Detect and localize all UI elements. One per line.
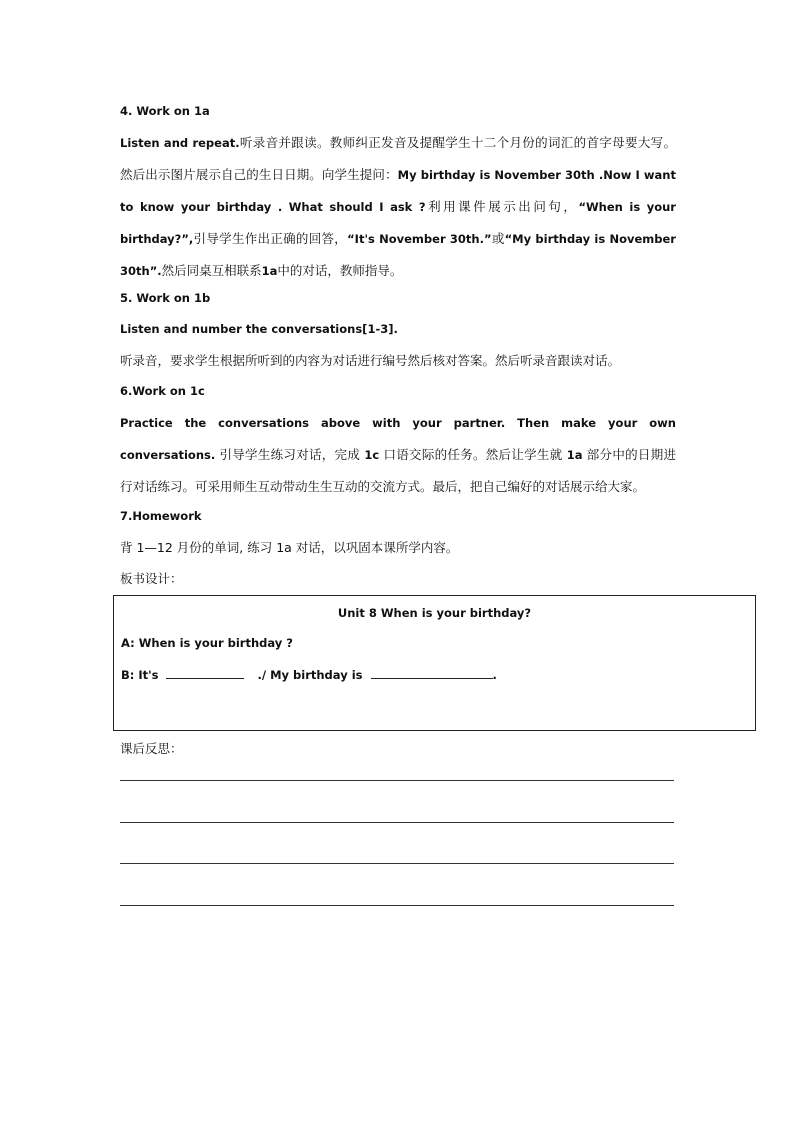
board-line-a: A: When is your birthday ? [121,636,293,650]
section-6-heading: 6.Work on 1c [120,384,205,398]
board-line-b-prefix: B: It's [121,668,159,682]
section-7-heading: 7.Homework [120,509,202,523]
reflection-line-4 [120,905,674,906]
section-5-chinese: 听录音，要求学生根据所听到的内容为对话进行编号然后核对答案。然后听录音跟读对话。 [120,353,621,368]
section-4-body: Listen and repeat.听录音并跟读。教师纠正发音及提醒学生十二个月份的词汇的首字母要大写。然后出示图片展示自己的生日日期。向学生提问：My birthday is November 30th .Now I want to know your birthday . What should I ask ?利用课件展示出问句，“When is your birthday?”,引导学生作出正确的回答，“It's November 30th.”或“My birthday is November 30th”.然后同桌互相联系1a中的对话，教师指导。 [120,135,676,278]
reflection-line-1 [120,780,674,781]
section-5-english: Listen and number the conversations[1-3]. [120,322,398,336]
section-4-heading: 4. Work on 1a [120,104,210,118]
section-7-body: 背 1—12 月份的单词, 练习 1a 对话，以巩固本课所学内容。 [120,540,459,555]
reflection-line-3 [120,863,674,864]
board-line-b [121,666,497,684]
blank-line-1 [166,666,244,679]
board-design-label: 板书设计： [120,571,183,586]
section-5-heading: 5. Work on 1b [120,291,211,305]
reflection-label: 课后反思： [120,741,183,756]
blank-line-2 [371,666,493,679]
blackboard-design-box [113,595,756,731]
reflection-line-2 [120,822,674,823]
board-line-b-suffix: . [492,668,497,682]
board-line-b-middle: ./ My birthday is [257,668,363,682]
board-title: Unit 8 When is your birthday? [337,606,532,620]
section-6-body: Practice the conversations above with your partner. Then make your own conversations. 引导学生练习对话，完成 1c 口语交际的任务。然后让学生就 1a 部分中的日期进行对话练习。可采用师生互动带动生生互动的交流方式。最后，把自己编好的对话展示给大家。 [120,416,676,494]
